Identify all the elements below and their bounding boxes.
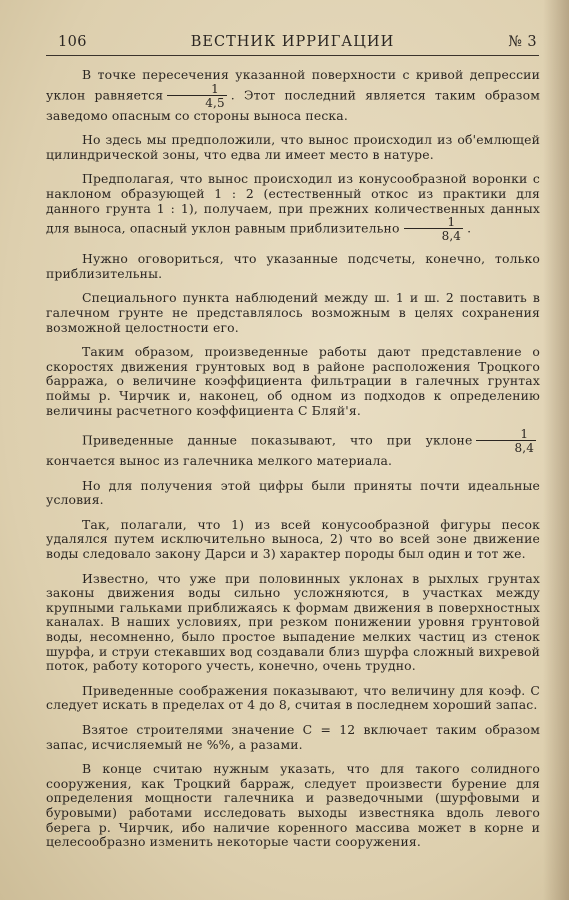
paragraph: В точке пересечения указанной поверхности с кривой депрессии уклон равняется $\frac{1}{4,5}$ . Этот последний является таким образом заведомо опасным со стороны выноса песка. (46, 67, 540, 123)
fraction: $\frac{1}{8,4}$ (476, 428, 536, 454)
paragraph: Известно, что уже при половинных уклонах в рыхлых грунтах законы движения воды сильно усложняются, в участках между крупными гальками приближаясь к формам движения в поверхностных каналах. В наших условиях, при резком понижении уровня грунтовой воды, несомненно, было простое выпадение мелких частиц из стенок шурфа, и струи стекавших вод создавали близ шурфа сложный вихревой поток, работу которого учесть, конечно, очень трудно. (46, 570, 540, 674)
fraction: $\frac{1}{8,4}$ (404, 216, 464, 242)
issue-number: № 3 (508, 34, 537, 50)
paragraph: Взятое строителями значение С = 12 включает таким образом запас, исчисляемый не %%, а разами. (46, 722, 540, 752)
fraction: $\frac{1}{4,5}$ (167, 83, 227, 109)
paragraph: Предполагая, что вынос происходил из конусообразной воронки с наклоном образующей 1 : 2 (естественный откос из практики для данного грунта 1 : 1), получаем, при прежних количественных данных для выноса, опасный уклон равным приблизительно $\frac{1}{8,4}$ . (46, 171, 540, 244)
journal-title: ВЕСТНИК ИРРИГАЦИИ (190, 34, 395, 50)
paragraph: Нужно оговориться, что указанные подсчеты, конечно, только приблизительны. (46, 251, 540, 281)
paragraph: Специального пункта наблюдений между ш. 1 и ш. 2 поставить в галечном грунте не представлялось возможным в целях сохранения возможной целостности его. (46, 290, 540, 335)
paragraph: Таким образом, произведенные работы дают представление о скоростях движения грунтовых вод в районе расположения Троцкого барража, о величине коэффициента фильтрации в галечных грунтах поймы р. Чирчик и, наконец, об одном из подходов к определению величины расчетного коэффициента С Бляй'я. (46, 344, 540, 418)
header-rule (46, 55, 539, 56)
page-edge-shadow (543, 0, 569, 900)
paragraph: Так, полагали, что 1) из всей конусообразной фигуры песок удалялся путем исключительно выноса, 2) что во всей зоне движение воды следовало закону Дарси и 3) характер породы был один и тот же. (46, 516, 540, 562)
paragraph: В конце считаю нужным указать, что для такого солидного сооружения, как Троцкий барраж, следует произвести бурение для определения мощности галечника и разведочными (шурфовыми и буровыми) работами исследовать выходы известняка вдоль левого берега р. Чирчик, ибо наличие коренного массива может в корне и целесообразно изменить некоторые части сооружения. (46, 761, 540, 850)
paragraph: Но здесь мы предположили, что вынос происходил из об'емлющей цилиндрической зоны, что едва ли имеет место в натуре. (46, 132, 540, 162)
running-header (46, 34, 539, 54)
article-body (46, 68, 540, 860)
paragraph: Приведенные соображения показывают, что величину для коэф. С следует искать в пределах от 4 до 8, считая в последнем хороший запас. (46, 682, 540, 713)
page-number: 106 (58, 34, 87, 50)
paragraph: Приведенные данные показывают, что при уклоне $\frac{1}{8,4}$ кончается вынос из галечника мелкого материала. (46, 427, 534, 469)
paragraph: Но для получения этой цифры были приняты почти идеальные условия. (46, 477, 540, 508)
